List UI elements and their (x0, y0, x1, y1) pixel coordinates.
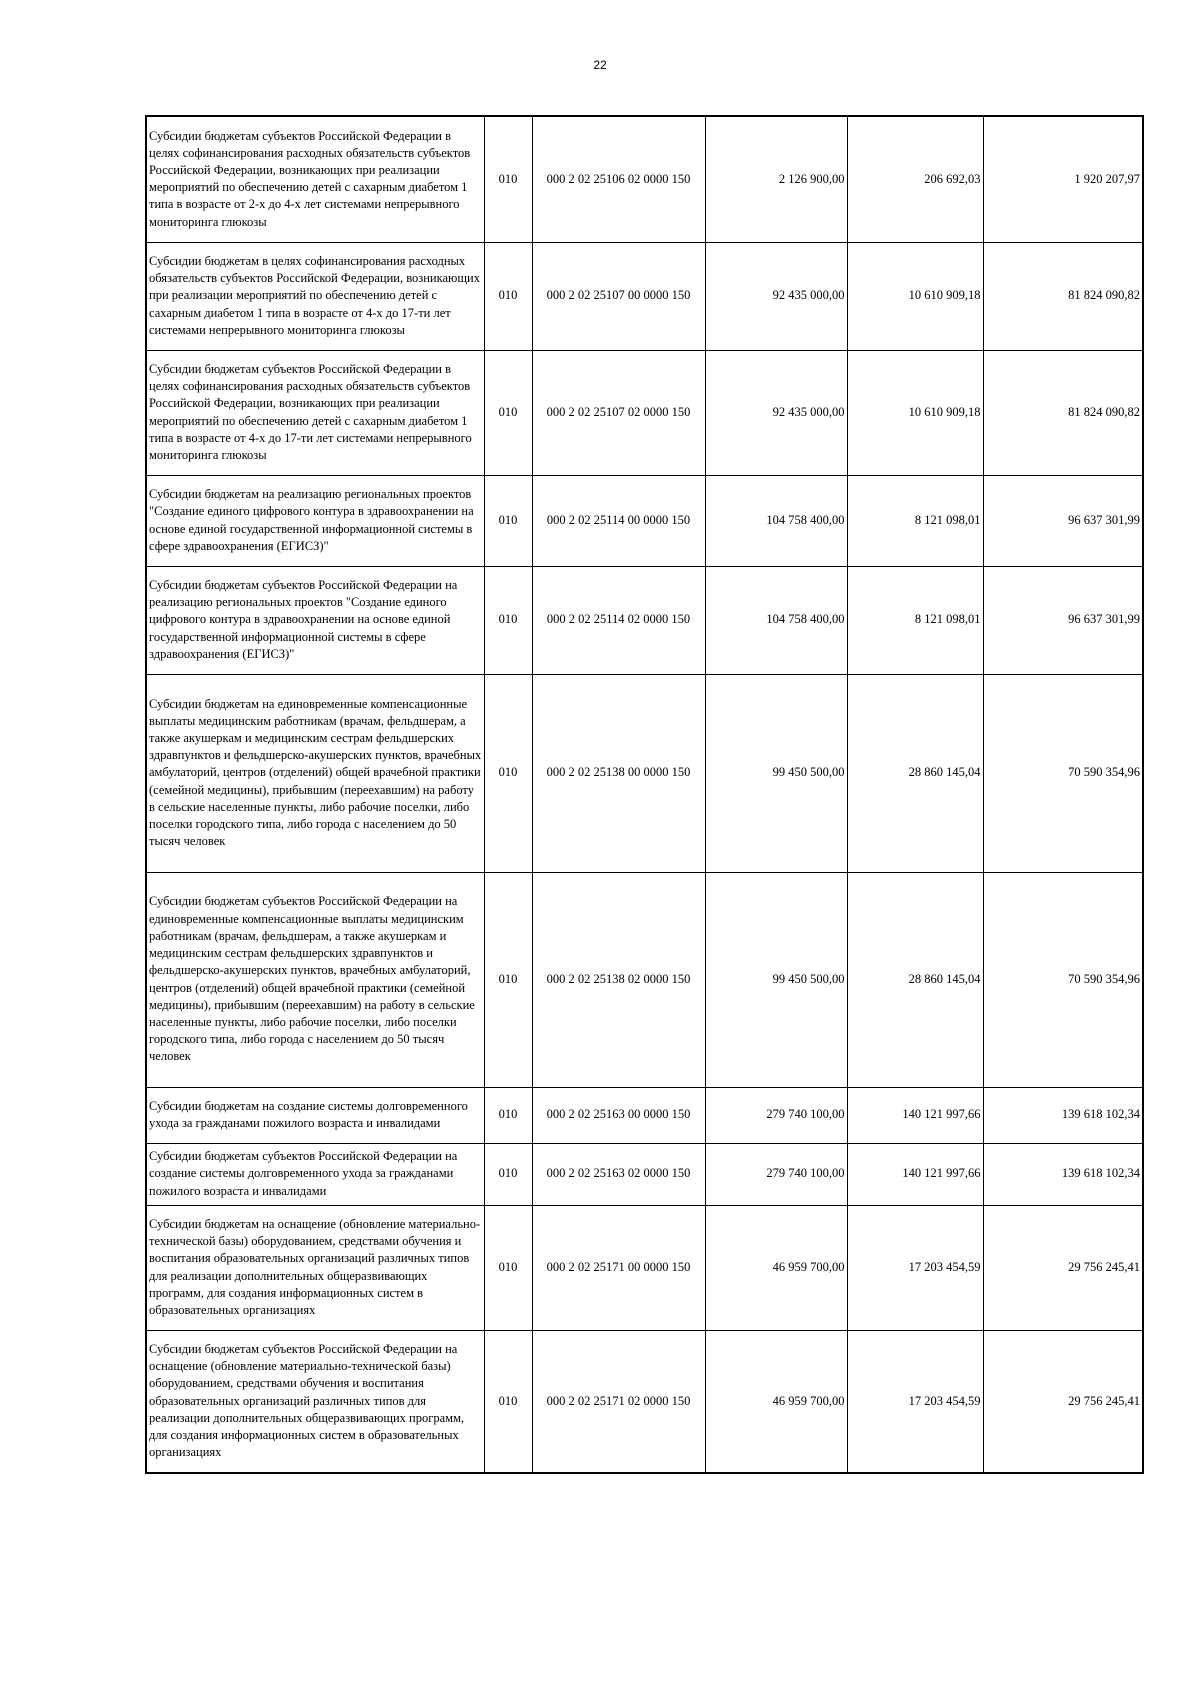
row-approved: 104 758 400,00 (705, 566, 847, 674)
row-description: Субсидии бюджетам в целях софинансирования расходных обязательств субъектов Российской Федерации, возникающих при реализации мероприятий по обеспечению детей с сахарным диабетом 1 типа в возрасте от 4-х до 17-ти лет системами непрерывного мониторинга глюкозы (146, 242, 484, 350)
row-budget-code: 000 2 02 25163 00 0000 150 (532, 1087, 705, 1143)
row-executed: 206 692,03 (847, 116, 983, 242)
row-executed: 140 121 997,66 (847, 1087, 983, 1143)
row-approved: 46 959 700,00 (705, 1330, 847, 1473)
row-budget-code: 000 2 02 25106 02 0000 150 (532, 116, 705, 242)
row-line-code: 010 (484, 674, 532, 872)
row-description: Субсидии бюджетам на оснащение (обновление материально-технической базы) оборудованием, средствами обучения и воспитания образовательных организаций различных типов для реализации дополнительных общеразвивающих программ, для создания информационных систем в образовательных организациях (146, 1205, 484, 1330)
row-approved: 99 450 500,00 (705, 674, 847, 872)
row-budget-code: 000 2 02 25171 00 0000 150 (532, 1205, 705, 1330)
row-budget-code: 000 2 02 25163 02 0000 150 (532, 1143, 705, 1205)
row-description: Субсидии бюджетам на единовременные компенсационные выплаты медицинским работникам (врачам, фельдшерам, а также акушеркам и медицинским сестрам фельдшерских здравпунктов и фельдшерско-акушерских пунктов, врачебных амбулаторий, центров (отделений) общей врачебной практики (семейной медицины), прибывшим (переехавшим) на работу в сельские населенные пункты, либо рабочие поселки, либо поселки городского типа, либо города с населением до 50 тысяч человек (146, 674, 484, 872)
row-executed: 8 121 098,01 (847, 475, 983, 566)
budget-table (145, 115, 1144, 1474)
row-executed: 28 860 145,04 (847, 674, 983, 872)
row-approved: 46 959 700,00 (705, 1205, 847, 1330)
row-executed: 8 121 098,01 (847, 566, 983, 674)
row-description: Субсидии бюджетам субъектов Российской Федерации в целях софинансирования расходных обязательств субъектов Российской Федерации, возникающих при реализации мероприятий по обеспечению детей с сахарным диабетом 1 типа в возрасте от 2-х до 4-х лет системами непрерывного мониторинга глюкозы (146, 116, 484, 242)
table-row (146, 116, 1143, 242)
row-budget-code: 000 2 02 25171 02 0000 150 (532, 1330, 705, 1473)
row-line-code: 010 (484, 1143, 532, 1205)
row-approved: 99 450 500,00 (705, 872, 847, 1087)
row-approved: 92 435 000,00 (705, 350, 847, 475)
row-remaining: 29 756 245,41 (983, 1330, 1143, 1473)
row-remaining: 139 618 102,34 (983, 1087, 1143, 1143)
row-approved: 104 758 400,00 (705, 475, 847, 566)
row-executed: 10 610 909,18 (847, 350, 983, 475)
row-budget-code: 000 2 02 25107 02 0000 150 (532, 350, 705, 475)
row-line-code: 010 (484, 475, 532, 566)
row-budget-code: 000 2 02 25114 02 0000 150 (532, 566, 705, 674)
row-description: Субсидии бюджетам субъектов Российской Федерации на создание системы долговременного ухода за гражданами пожилого возраста и инвалидами (146, 1143, 484, 1205)
row-remaining: 96 637 301,99 (983, 566, 1143, 674)
row-description: Субсидии бюджетам на создание системы долговременного ухода за гражданами пожилого возраста и инвалидами (146, 1087, 484, 1143)
row-description: Субсидии бюджетам субъектов Российской Федерации в целях софинансирования расходных обязательств субъектов Российской Федерации, возникающих при реализации мероприятий по обеспечению детей с сахарным диабетом 1 типа в возрасте от 4-х до 17-ти лет системами непрерывного мониторинга глюкозы (146, 350, 484, 475)
row-remaining: 70 590 354,96 (983, 872, 1143, 1087)
row-approved: 92 435 000,00 (705, 242, 847, 350)
row-line-code: 010 (484, 116, 532, 242)
row-executed: 140 121 997,66 (847, 1143, 983, 1205)
row-description: Субсидии бюджетам на реализацию региональных проектов "Создание единого цифрового контура в здравоохранении на основе единой государственной информационной системы в сфере здравоохранения (ЕГИСЗ)" (146, 475, 484, 566)
row-executed: 10 610 909,18 (847, 242, 983, 350)
table-row (146, 1087, 1143, 1143)
table-row (146, 350, 1143, 475)
table-row (146, 1205, 1143, 1330)
row-remaining: 29 756 245,41 (983, 1205, 1143, 1330)
row-line-code: 010 (484, 1330, 532, 1473)
table-row (146, 242, 1143, 350)
row-budget-code: 000 2 02 25107 00 0000 150 (532, 242, 705, 350)
row-budget-code: 000 2 02 25114 00 0000 150 (532, 475, 705, 566)
row-executed: 28 860 145,04 (847, 872, 983, 1087)
row-budget-code: 000 2 02 25138 02 0000 150 (532, 872, 705, 1087)
page-number: 22 (593, 58, 607, 72)
row-remaining: 70 590 354,96 (983, 674, 1143, 872)
table-row (146, 1143, 1143, 1205)
row-approved: 2 126 900,00 (705, 116, 847, 242)
table-row (146, 674, 1143, 872)
row-line-code: 010 (484, 350, 532, 475)
table-row (146, 566, 1143, 674)
row-executed: 17 203 454,59 (847, 1205, 983, 1330)
row-description: Субсидии бюджетам субъектов Российской Федерации на оснащение (обновление материально-технической базы) оборудованием, средствами обучения и воспитания образовательных организаций различных типов для реализации дополнительных общеразвивающих программ, для создания информационных систем в образовательных организациях (146, 1330, 484, 1473)
row-executed: 17 203 454,59 (847, 1330, 983, 1473)
row-line-code: 010 (484, 566, 532, 674)
row-approved: 279 740 100,00 (705, 1143, 847, 1205)
row-description: Субсидии бюджетам субъектов Российской Федерации на реализацию региональных проектов "Создание единого цифрового контура в здравоохранении на основе единой государственной информационной системы в сфере здравоохранения (ЕГИСЗ)" (146, 566, 484, 674)
row-line-code: 010 (484, 872, 532, 1087)
table-row (146, 1330, 1143, 1473)
row-line-code: 010 (484, 1087, 532, 1143)
row-remaining: 96 637 301,99 (983, 475, 1143, 566)
row-line-code: 010 (484, 242, 532, 350)
table-row (146, 872, 1143, 1087)
table-row (146, 475, 1143, 566)
row-budget-code: 000 2 02 25138 00 0000 150 (532, 674, 705, 872)
row-description: Субсидии бюджетам субъектов Российской Федерации на единовременные компенсационные выплаты медицинским работникам (врачам, фельдшерам, а также акушеркам и медицинским сестрам фельдшерских здравпунктов и фельдшерско-акушерских пунктов, врачебных амбулаторий, центров (отделений) общей врачебной практики (семейной медицины), прибывшим (переехавшим) на работу в сельские населенные пункты, либо рабочие поселки, либо поселки городского типа, либо города с населением до 50 тысяч человек (146, 872, 484, 1087)
row-remaining: 1 920 207,97 (983, 116, 1143, 242)
row-remaining: 139 618 102,34 (983, 1143, 1143, 1205)
row-remaining: 81 824 090,82 (983, 350, 1143, 475)
row-line-code: 010 (484, 1205, 532, 1330)
row-approved: 279 740 100,00 (705, 1087, 847, 1143)
row-remaining: 81 824 090,82 (983, 242, 1143, 350)
